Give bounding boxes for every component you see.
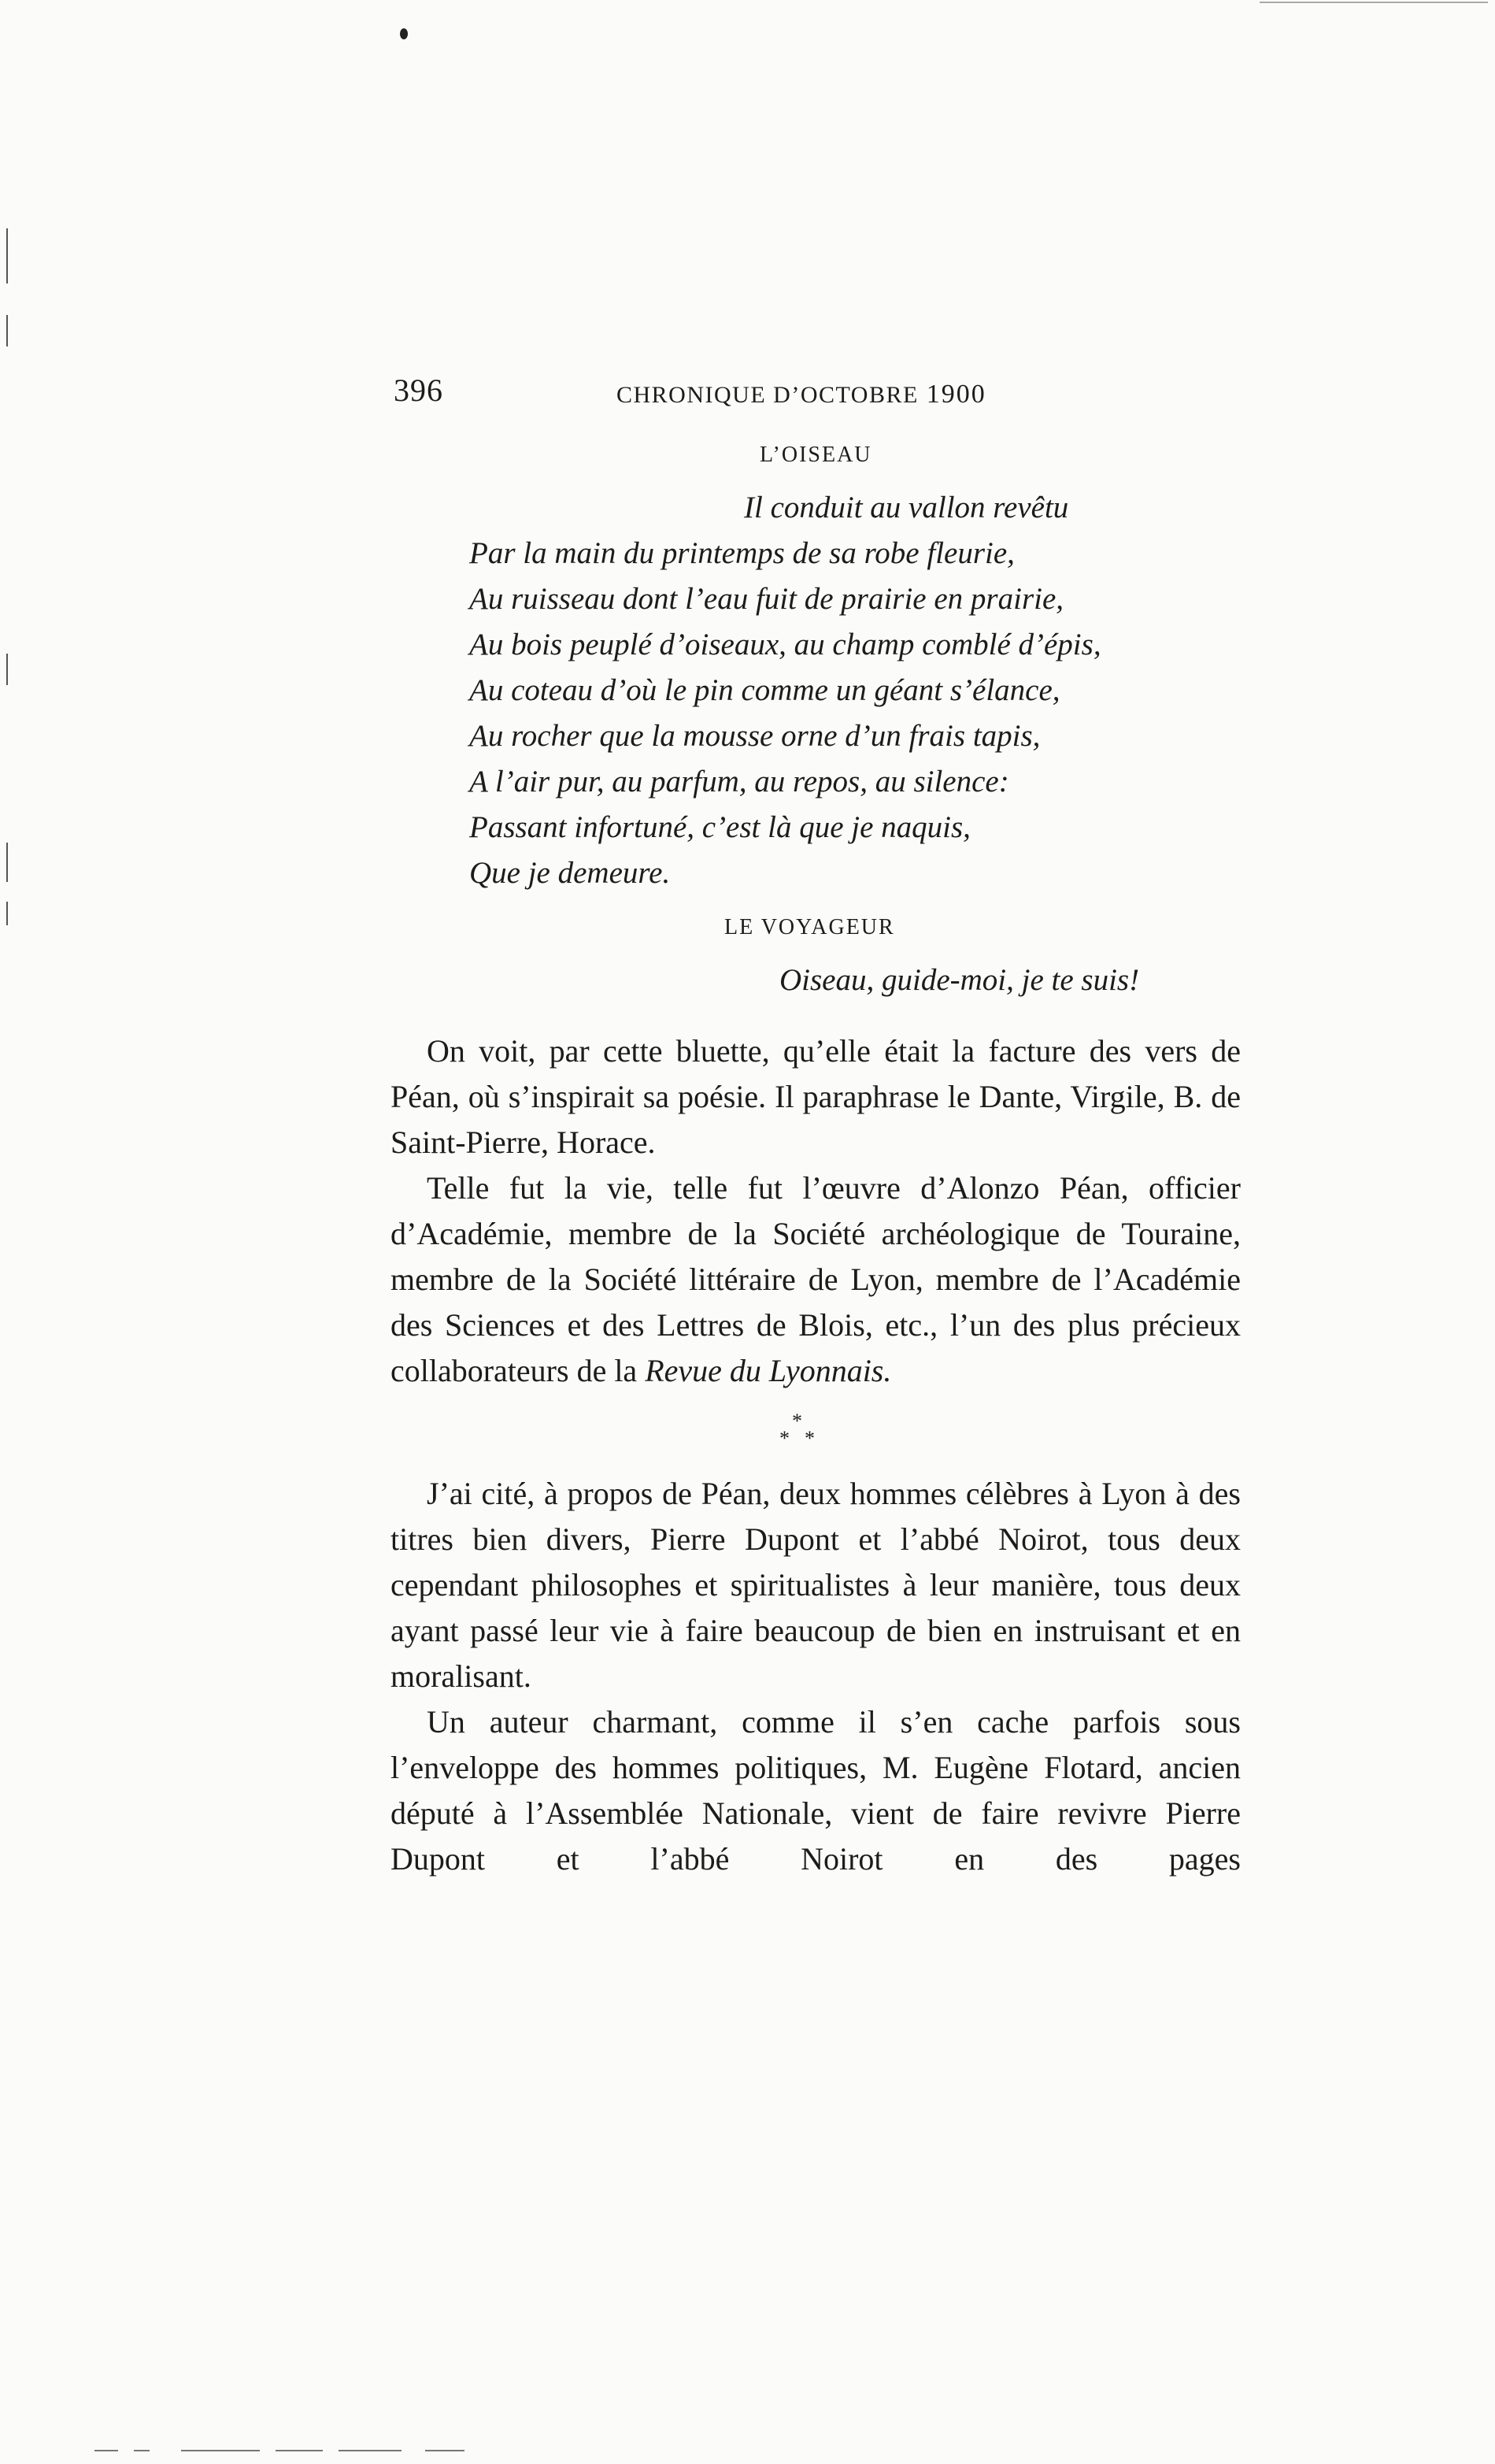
verse-line: Il conduit au vallon revêtu — [744, 491, 1069, 524]
separator-star: * — [805, 1427, 815, 1450]
running-title-year: 1900 — [926, 380, 986, 409]
page-number: 396 — [394, 372, 443, 408]
verse-line: Au bois peuplé d’oiseaux, au champ comblé d’épis, — [469, 628, 1101, 661]
running-header — [394, 372, 1244, 419]
paragraph: Un auteur charmant, comme il s’en cache parfois sous l’enveloppe des hommes politiques, M. Eugène Flotard, ancien député à l’Assemblée Nationale, vient de faire revivre Pierre Dupont et l’abbé Noirot en des pages — [390, 1704, 1241, 1877]
verse-line: Passant infortuné, c’est là que je naquis, — [469, 810, 971, 844]
scan-edge-mark — [425, 2450, 464, 2451]
scan-edge-mark — [6, 654, 8, 685]
scan-edge-mark — [6, 843, 8, 882]
speaker-oiseau: L’OISEAU — [760, 443, 872, 467]
scan-edge-mark — [276, 2450, 323, 2451]
paragraph — [390, 1165, 1241, 1394]
verse-line: Au rocher que la mousse orne d’un frais tapis, — [469, 719, 1041, 753]
prose-block-1 — [390, 1028, 1241, 1394]
scan-edge-mark — [339, 2450, 402, 2451]
scan-edge-mark — [134, 2450, 150, 2451]
paragraph-text: Telle fut la vie, telle fut l’œuvre d’Alonzo Péan, officier d’Académie, membre de la Société archéologique de Touraine, membre de la Société littéraire de Lyon, membre de l’Académie des Sciences et des Lettres de Blois, etc., l’un des plus précieux collaborateurs de la — [390, 1170, 1241, 1388]
verse-line: Par la main du printemps de sa robe fleurie, — [469, 536, 1015, 570]
speaker-voyageur: LE VOYAGEUR — [724, 915, 895, 939]
verse-line: A l’air pur, au parfum, au repos, au silence: — [469, 765, 1009, 798]
ink-dot — [400, 28, 408, 39]
paragraph: On voit, par cette bluette, qu’elle était la facture des vers de Péan, où s’inspirait sa poésie. Il paraphrase le Dante, Virgile, B. de Saint-Pierre, Horace. — [390, 1033, 1241, 1160]
journal-title: Revue du Lyonnais. — [645, 1353, 892, 1388]
scan-edge-mark — [6, 902, 8, 925]
running-title — [616, 380, 986, 409]
scan-edge-mark — [6, 228, 8, 283]
separator-star: * — [779, 1427, 790, 1450]
scan-edge-mark — [6, 315, 8, 346]
prose-block-2 — [390, 1471, 1241, 1882]
paragraph: J’ai cité, à propos de Péan, deux hommes célèbres à Lyon à des titres bien divers, Pierre Dupont et l’abbé Noirot, tous deux cependant philosophes et spiritualistes à leur manière, tous deux ayant passé leur vie à faire beaucoup de bien en instruisant et en moralisant. — [390, 1476, 1241, 1694]
scan-edge-mark — [181, 2450, 260, 2451]
verse-line: Au coteau d’où le pin comme un géant s’élance, — [469, 673, 1060, 707]
running-title-text: CHRONIQUE D’OCTOBRE — [616, 382, 919, 408]
scan-edge-mark — [94, 2450, 118, 2451]
separator-star: * — [792, 1410, 802, 1432]
verse-reply: Oiseau, guide-moi, je te suis! — [779, 963, 1140, 997]
verse-line: Au ruisseau dont l’eau fuit de prairie en prairie, — [469, 582, 1064, 616]
scan-edge-mark — [1260, 2, 1488, 3]
section-separator — [772, 1410, 834, 1457]
verse-line: Que je demeure. — [469, 856, 671, 890]
